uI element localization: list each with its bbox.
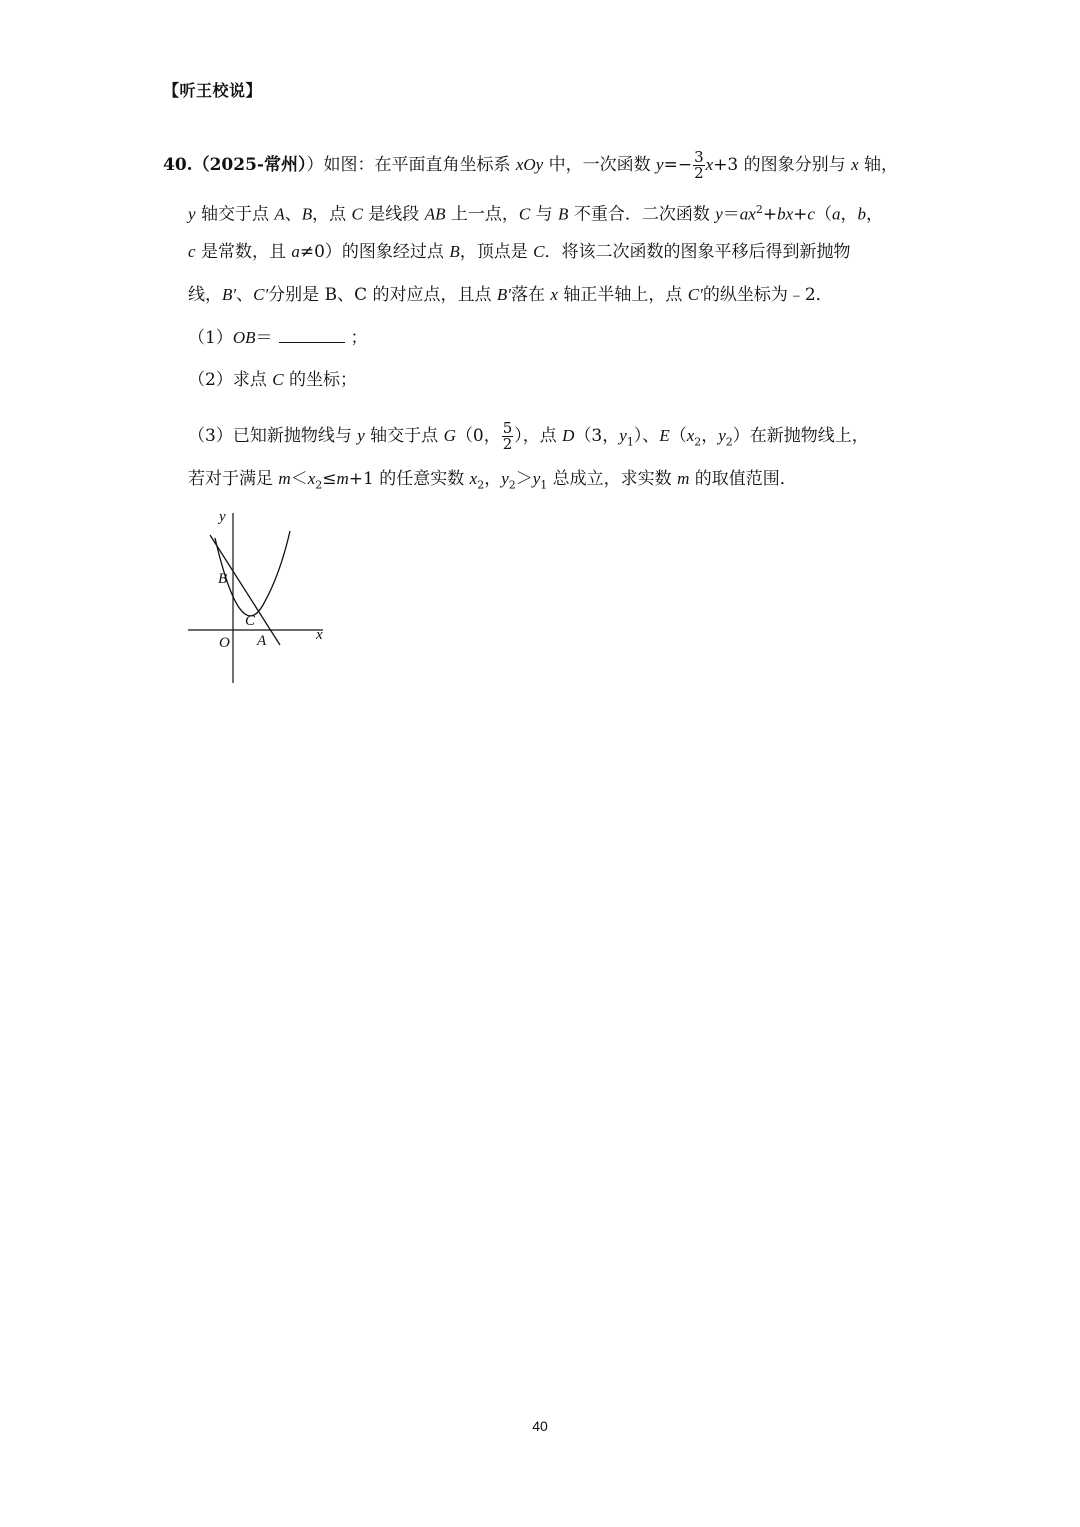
question-line-4: 线，B′、C′分别是 B、C 的对应点，且点 B′落在 x 轴正半轴上，点 C′的纵坐标为﹣2．: [188, 285, 833, 305]
label-y: y: [219, 509, 226, 525]
question-source: （2025-常州）: [192, 155, 307, 175]
function-graph-figure: [183, 505, 343, 690]
question-line-3: c 是常数，且 a≠0）的图象经过点 B，顶点是 C．将该二次函数的图象平移后得到新抛物: [188, 242, 851, 262]
label-c: C: [245, 613, 256, 629]
part-2: （2）求点 C 的坐标；: [188, 370, 357, 390]
question-line-1: 40.（2025-常州））如图：在平面直角坐标系 xOy 中，一次函数 y=− $\frac{3}{2}$ x+3 的图象分别与 x 轴，: [163, 148, 899, 182]
answer-blank[interactable]: [279, 326, 345, 343]
label-o: O: [219, 635, 230, 651]
label-a: A: [257, 633, 267, 649]
part-3-line-2: 若对于满足 $m<x_2\le m+1$ 的任意实数 $x_2$，$y_2>y_1$ 总成立，求实数 m 的取值范围．: [188, 469, 797, 492]
label-x: x: [316, 627, 323, 643]
question-line-2: y 轴交于点 A、B，点 C 是线段 AB 上一点，C 与 B 不重合．二次函数 $y=ax^2+bx+c(a$，b，: [188, 203, 883, 225]
part-3-line-1: （3）已知新抛物线与 y 轴交于点 G（0， $\frac{5}{2}$ ），点 D（3，$y_1$）、$E(x_2$，$y_2$）在新抛物线上，: [188, 419, 869, 453]
page-number: 40: [532, 1418, 548, 1434]
fraction-3-2: $\frac{3}{2}$: [694, 148, 704, 182]
part-1: （1）OB＝ ；: [188, 328, 368, 348]
header-tag: 【听王校说】: [163, 81, 263, 100]
fraction-5-2: $\frac{5}{2}$: [502, 419, 513, 453]
question-number: 40.: [163, 155, 193, 175]
label-b: B: [218, 571, 228, 587]
